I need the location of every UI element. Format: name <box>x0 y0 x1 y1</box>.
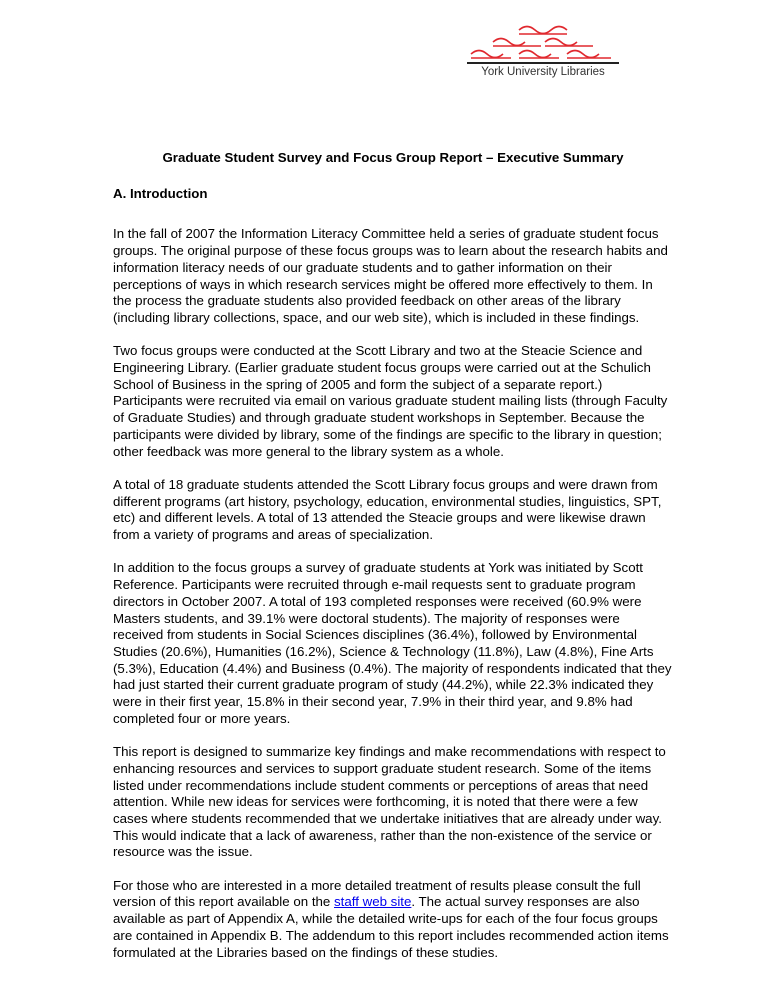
logo-text: York University Libraries <box>481 66 605 78</box>
paragraph-text: . The actual survey responses are also available as part of Appendix A, while the detailed write-ups for each of the four focus groups are contained in Appendix B. The addendum to this report includes recommended action items formulated at the Libraries based on the findings of these studies. <box>113 894 669 960</box>
staff-web-site-link[interactable]: staff web site <box>334 894 412 910</box>
paragraph: In addition to the focus groups a survey of graduate students at York was initiated by Scott Reference. Participants were recruited through e-mail requests sent to graduate program directors in October 2007. A total of 193 completed responses were received (60.9% were Masters students, and 39.1% were doctoral students). The majority of responses were received from students in Social Sciences disciplines (36.4%), followed by Environmental Studies (20.6%), Humanities (16.2%), Science & Technology (11.8%), Law (4.8%), Fine Arts (5.3%), Education (4.4%) and Business (0.4%). The majority of respondents indicated that they had just started their current graduate program of study (44.2%), while 22.3% indicated they were in their first year, 15.8% in their second year, 7.9% in their third year, and 9.8% had completed four or more years. <box>113 560 672 726</box>
section-heading: A. Introduction <box>113 185 208 201</box>
paragraph: In the fall of 2007 the Information Literacy Committee held a series of graduate student focus groups. The original purpose of these focus groups was to learn about the research habits and information literacy needs of our graduate students and to gather information on their perceptions of ways in which research services might be offered more effectively to them. In the process the graduate students also provided feedback on other areas of the library (including library collections, space, and our web site), which is included in these findings. <box>113 226 668 325</box>
paragraph: A total of 18 graduate students attended the Scott Library focus groups and were drawn from different programs (art history, psychology, education, environmental studies, linguistics, SPT, etc) and different levels. A total of 13 attended the Steacie groups and were likewise drawn from a variety of programs and areas of specialization. <box>113 476 662 543</box>
wave-logo-icon <box>463 22 623 68</box>
york-university-libraries-logo <box>463 22 623 84</box>
paragraph: Two focus groups were conducted at the Scott Library and two at the Steacie Science and Engineering Library. (Earlier graduate student focus groups were carried out at the Schulich School of Business in the spring of 2005 and form the subject of a separate report.) Participants were recruited via email on various graduate student mailing lists (through Faculty of Graduate Studies) and through graduate student workshops in September. Because the participants were divided by library, some of the findings are specific to the library in question; other feedback was more general to the library system as a whole. <box>113 343 668 459</box>
paragraph-text: For those who are interested in a more detailed treatment of results please consult the full version of this report available on the <box>113 877 641 910</box>
paragraph: This report is designed to summarize key findings and make recommendations with respect to enhancing resources and services to support graduate student research. Some of the items listed under recommendations include student comments or perceptions of areas that need attention. While new ideas for services were forthcoming, it is noted that there were a few cases where students recommended that we undertake initiatives that are already under way. This would indicate that a lack of awareness, rather than the non-existence of the service or resource was the issue. <box>113 744 666 860</box>
document-body <box>113 150 673 978</box>
document-title: Graduate Student Survey and Focus Group Report – Executive Summary <box>162 150 624 165</box>
paragraph <box>113 878 673 962</box>
